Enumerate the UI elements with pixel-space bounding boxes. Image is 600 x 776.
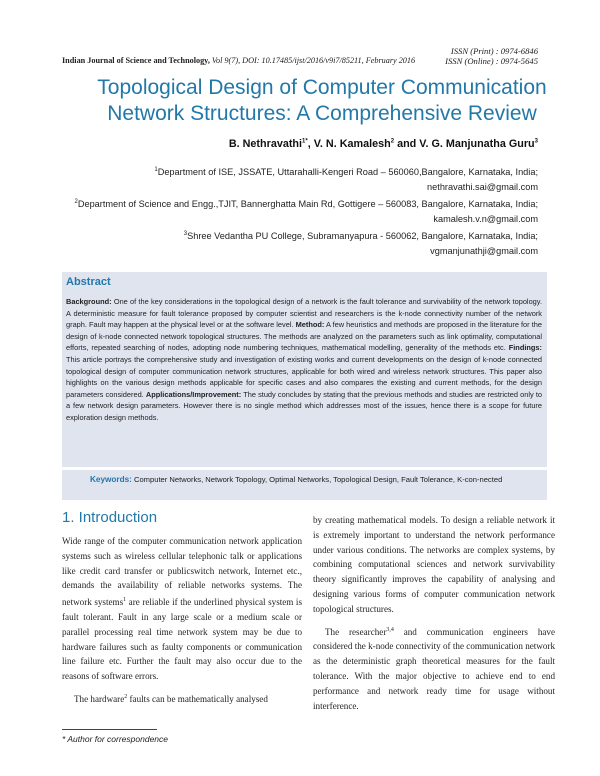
affiliation-2-address: Department of Science and Engg.,TJIT, Bannerghatta Main Rd, Gottigere – 560083, Bangalore, Karnataka, India; — [77, 199, 538, 210]
author-2-sup: 2 — [390, 138, 395, 145]
author-2: , V. N. Kamalesh — [307, 138, 391, 150]
author-1-sup: 1* — [302, 138, 308, 145]
intro-p2-text-a: The hardware — [74, 694, 125, 705]
title-line-2: Network Structures: A Comprehensive Review — [107, 102, 537, 125]
abstract-method-text: A few heuristics and methods are proposed in the literature for the design of k-node connected network topological structures. The methods are analyzed on the parameters such as link optimality, computational efforts, repeated searching of nodes, adopting node numbering techniques, mathematical modelling, generality of the methods etc. — [66, 320, 542, 353]
intro-p2-cite: 2 — [124, 694, 128, 700]
intro-p1-text-b: are reliable if the underlined physical system is fault tolerant. Fault in any large scale or a medium scale or parallel processing real time network system may be due to hardware failures such as faulty components or communication line failure etc. Further the fault may also occur due to the reasons of software errors. — [62, 597, 302, 682]
issn-online: ISSN (Online) : 0974-5645 — [445, 56, 538, 66]
issn-print: ISSN (Print) : 0974-6846 — [450, 46, 538, 56]
affiliation-1-address: Department of ISE, JSSATE, Uttarahalli-Kengeri Road – 560060,Bangalore, Karnataka, India; — [157, 167, 538, 178]
journal-name: Indian Journal of Science and Technology, — [62, 56, 210, 65]
abstract-method-label: Method: — [295, 320, 325, 330]
abstract-findings-text: This article portrays the comprehensive study and investigation of existing works and current developments on the design of k-node connected topological design of computer communication network structures, applicable for both wired and wireless network structures. This paper also highlights on the various design methods applicable for specific cases and also compares the existing and current methods, for the design parameters considered. — [66, 354, 542, 399]
title-line-1: Topological Design of Computer Communication — [97, 76, 547, 99]
intro-p2-text-b: faults can be mathematically analysed — [127, 694, 268, 705]
affiliation-2-sup: 2 — [74, 199, 78, 205]
intro-p1-text-a: Wide range of the computer communication network application systems such as wireless cellular telephonic talk or applications like credit card transfer or publicswitch network, Internet etc., demands the availability of reliable networks systems. The network systems — [62, 536, 302, 608]
abstract-background-label: Background: — [66, 297, 112, 306]
right-column — [313, 513, 555, 713]
abstract-body — [66, 296, 542, 424]
keywords-text: Computer Networks, Network Topology, Optimal Networks, Topological Design, Fault Tolerance, K-con-nected — [131, 475, 503, 484]
abstract-applications-label: Applications/Improvement: — [145, 389, 242, 399]
left-column — [62, 534, 302, 707]
intro-paragraph-4 — [313, 623, 555, 714]
intro-p4-text-b: and communication engineers have considered the k-node connectivity of the communication network as the deterministic graph theoretical measures for the fault tolerance. With the major objective to achieve end to end performance and network ready time for usage without interference. — [313, 626, 555, 711]
affiliation-3-sup: 3 — [183, 231, 188, 237]
intro-p1-cite: 1 — [123, 597, 127, 604]
paper-title — [92, 75, 552, 127]
affiliation-3-email: vgmanjunathji@gmail.com — [430, 245, 538, 256]
author-3-sup: 3 — [534, 138, 538, 145]
abstract-heading: Abstract — [66, 276, 111, 288]
intro-paragraph-1 — [62, 534, 302, 684]
footnote-correspondence: * Author for correspondence — [62, 734, 168, 744]
author-3: and V. G. Manjunatha Guru — [394, 138, 535, 150]
affiliation-2-email: kamalesh.v.n@gmail.com — [433, 213, 538, 224]
author-1: B. Nethravathi — [228, 138, 303, 150]
keywords-label: Keywords: — [90, 475, 132, 484]
journal-details: Vol 9(7), DOI: 10.17485/ijst/2016/v9i7/85211, February 2016 — [211, 56, 416, 65]
affiliation-2 — [74, 195, 538, 226]
abstract-background-text: One of the key considerations in the topological design of a network is the fault tolerance and survivability of the network topology. A deterministic measure for fault tolerance proposed by computer scientist and researchers is the k-node connectivity number of the network graph. Fault may happen at the physical level or at the software level. — [66, 297, 542, 330]
journal-citation — [62, 56, 415, 65]
author-list — [229, 138, 538, 150]
affiliation-1 — [154, 163, 538, 194]
keywords — [90, 474, 540, 486]
intro-paragraph-2 — [62, 690, 302, 707]
abstract-applications-text: The study concludes by stating that the previous methods and studies are restricted only to a few network design parameters. However there is no single method which addresses most of the issues, hence there is a scope for future exploration design methods. — [66, 389, 542, 422]
affiliation-1-sup: 1 — [154, 167, 158, 173]
abstract-findings-label: Findings: — [508, 343, 542, 353]
footnote-rule — [62, 729, 157, 730]
section-heading-introduction: 1. Introduction — [62, 509, 158, 526]
intro-paragraph-3: by creating mathematical models. To design a reliable network it is extremely important to understand the network performance under various conditions. The networks are complex systems, by combining computational sciences and network survivability theory significantly improves the capability of analysing and designing various forms of computer communication network topological structures. — [313, 515, 555, 614]
intro-p4-text-a: The researcher — [325, 626, 387, 637]
affiliation-3 — [184, 227, 538, 258]
intro-p4-cite: 3,4 — [386, 626, 394, 633]
affiliation-3-address: Shree Vedantha PU College, Subramanyapura - 560062, Bangalore, Karnataka, India; — [187, 231, 538, 242]
affiliation-1-email: nethravathi.sai@gmail.com — [427, 181, 538, 192]
